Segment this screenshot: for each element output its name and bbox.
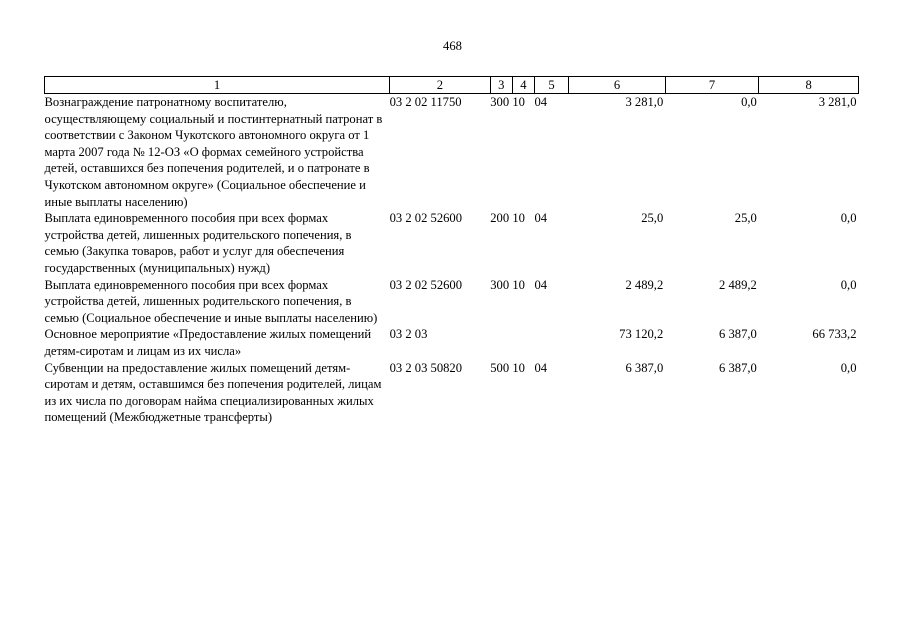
- subsection: 04: [534, 277, 548, 292]
- amount-col8: 66 733,2: [812, 327, 857, 342]
- expense-type: 500: [490, 360, 510, 375]
- section: 10: [512, 95, 525, 109]
- section: 10: [512, 211, 525, 226]
- header-cell: 7: [665, 77, 759, 94]
- item-name: Выплата единовременного пособия при всех формах устройства детей, лишенных родительского попечения, в семью (Социальное обеспечение и иные выплаты населению): [44, 277, 378, 325]
- amount-col8: 0,0: [840, 277, 857, 292]
- section: 10: [512, 277, 525, 292]
- header-row: [45, 77, 859, 94]
- expense-type: 300: [490, 277, 510, 292]
- item-name: Выплата единовременного пособия при всех формах устройства детей, лишенных родительского попечения, в семью (Закупка товаров, работ и услуг для обеспечения государственных (муниципальных) нужд): [44, 211, 352, 275]
- header-cell: 5: [534, 77, 568, 94]
- item-name: Основное мероприятие «Предоставление жилых помещений детям-сиротам и лицам из их числа»: [44, 327, 372, 358]
- subsection: 04: [534, 95, 548, 109]
- header-cell: 1: [45, 77, 390, 94]
- amount-col6: 3 281,0: [625, 95, 664, 109]
- table-row: [45, 210, 859, 276]
- amount-col8: 3 281,0: [818, 95, 857, 109]
- subsection: 04: [534, 360, 548, 375]
- table-row: [45, 94, 859, 211]
- header-cell: 3: [490, 77, 512, 94]
- budget-code: 03 2 02 52600: [389, 277, 463, 292]
- amount-col6: 6 387,0: [625, 360, 664, 375]
- header-cell: 8: [759, 77, 859, 94]
- budget-code: 03 2 02 11750: [389, 95, 462, 109]
- budget-code: 03 2 02 52600: [389, 211, 463, 226]
- amount-col8: 0,0: [840, 211, 857, 226]
- item-name: Вознаграждение патронатному воспитателю, осуществляющему социальный и постинтернатный патронат в соответствии с Законом Чукотского автономного округа от 1 марта 2007 года № 12-ОЗ «О формах семейного устройства детей, оставшихся без попечения родителей, и о патронате в Чукотском автономном округе» (Социальное обеспечение и иные выплаты населению): [44, 95, 383, 209]
- header-cell: 4: [512, 77, 534, 94]
- subsection: 04: [534, 211, 548, 226]
- page-number: 468: [443, 39, 462, 53]
- amount-col6: 25,0: [641, 211, 664, 226]
- expense-type: 300: [490, 95, 510, 109]
- table-row: [45, 277, 859, 327]
- budget-code: 03 2 03: [389, 327, 428, 342]
- expense-type: [490, 326, 512, 359]
- item-name: Субвенции на предоставление жилых помещений детям-сиротам и детям, оставшимся без попечения родителей, лицам из их числа по договорам найма специализированных жилых помещений (Межбюджетные трансферты): [44, 360, 382, 425]
- amount-col7: 0,0: [741, 95, 757, 109]
- amount-col7: 6 387,0: [719, 360, 757, 375]
- subsection: [534, 326, 568, 359]
- header-cell: 6: [569, 77, 666, 94]
- header-cell: 2: [390, 77, 491, 94]
- budget-table: [44, 76, 859, 426]
- amount-col7: 2 489,2: [719, 277, 757, 292]
- amount-col8: 0,0: [840, 360, 857, 375]
- budget-code: 03 2 03 50820: [389, 360, 463, 375]
- amount-col6: 73 120,2: [619, 327, 664, 342]
- amount-col7: 6 387,0: [719, 327, 757, 342]
- amount-col6: 2 489,2: [625, 277, 664, 292]
- table-row: [45, 360, 859, 426]
- section: [512, 326, 534, 359]
- section: 10: [512, 360, 525, 375]
- expense-type: 200: [490, 211, 510, 226]
- table-row: [45, 326, 859, 359]
- amount-col7: 25,0: [734, 211, 757, 226]
